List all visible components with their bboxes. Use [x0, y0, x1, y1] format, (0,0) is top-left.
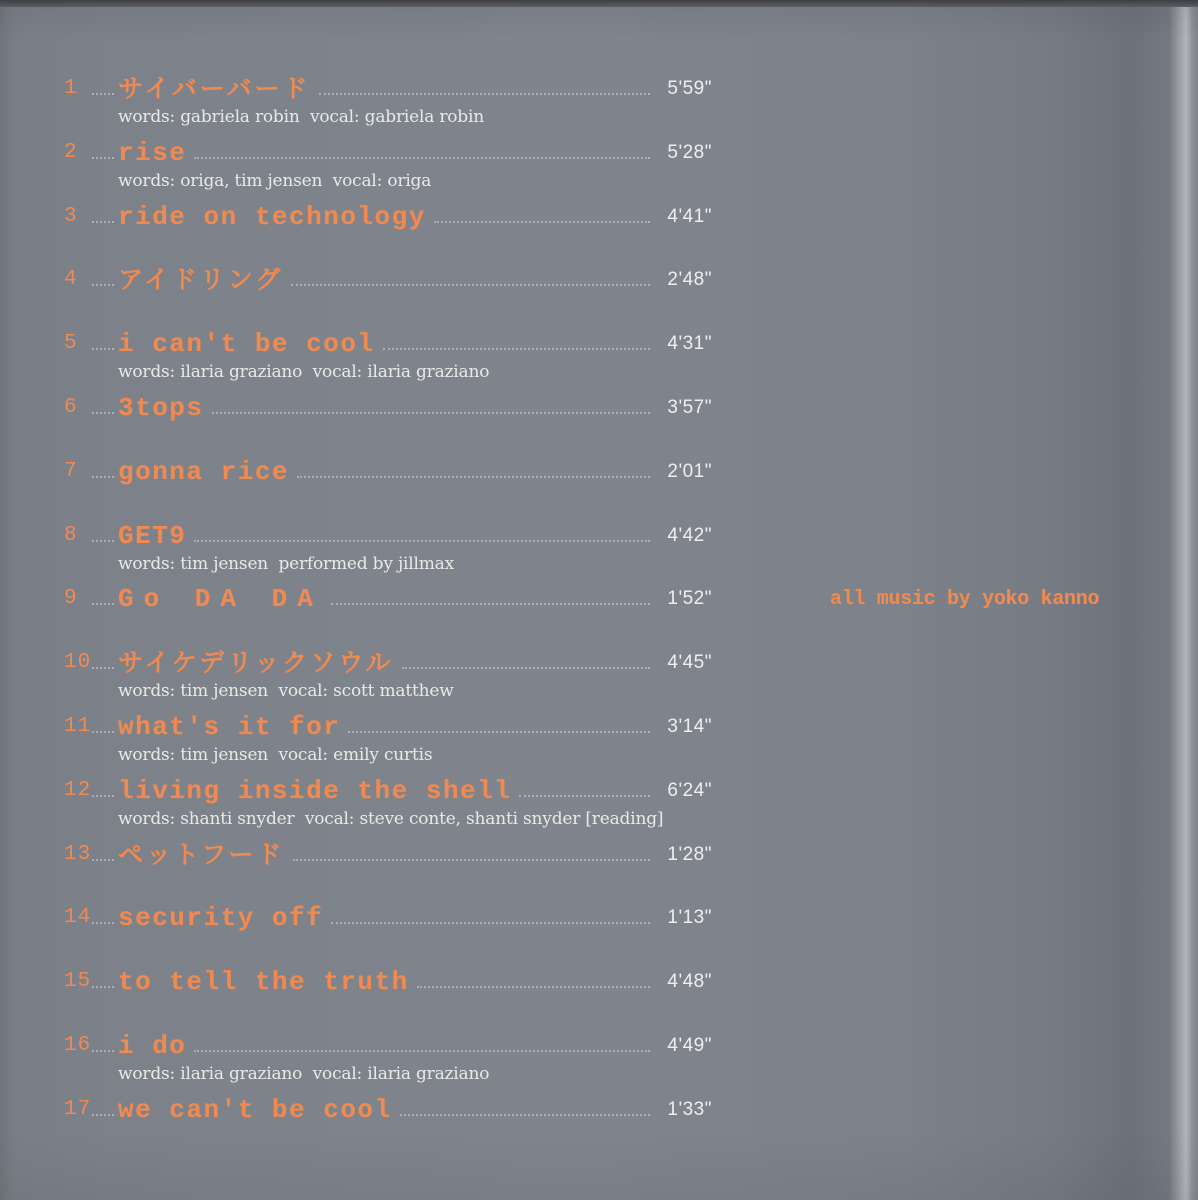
leader-dots [194, 1050, 650, 1052]
leader-dots [402, 667, 650, 669]
tracklist [64, 74, 712, 1159]
track-title: サイケデリックソウル [118, 648, 394, 678]
leader-dots [331, 922, 650, 924]
track-title: i can't be cool [118, 329, 375, 360]
track-duration: 1'33" [667, 1098, 712, 1120]
leader-dots [293, 859, 650, 861]
leader-dots [92, 922, 114, 924]
leader-dots [400, 1114, 650, 1116]
track-credits: words: shanti snyder vocal: steve conte, shanti snyder [reading] [118, 808, 664, 829]
track-line [64, 776, 712, 806]
leader-dots [348, 731, 650, 733]
track-line [64, 712, 712, 742]
track-duration: 4'45" [667, 652, 712, 674]
track-number: 17 [64, 1097, 92, 1121]
track-duration: 3'57" [667, 396, 712, 418]
track-title: Go DA DA [118, 584, 323, 615]
track-line [64, 648, 712, 678]
track-line [64, 903, 712, 933]
leader-dots [383, 348, 650, 350]
track-credits: words: ilaria graziano vocal: ilaria graziano [118, 362, 490, 383]
track-row [64, 521, 712, 585]
track-title: GET9 [118, 520, 187, 551]
track-duration: 4'42" [667, 524, 712, 546]
track-row [64, 903, 712, 967]
track-row [64, 1095, 712, 1159]
leader-dots [92, 603, 114, 605]
track-row [64, 776, 712, 840]
track-line [64, 457, 712, 487]
leader-dots [92, 859, 114, 861]
leader-dots [92, 1114, 114, 1116]
track-line [64, 840, 712, 870]
track-credits: words: origa, tim jensen vocal: origa [118, 170, 432, 191]
track-number: 1 [64, 77, 78, 100]
track-row [64, 138, 712, 202]
track-title: 3tops [118, 392, 204, 423]
track-line [64, 74, 712, 104]
track-row [64, 202, 712, 266]
track-title: living inside the shell [118, 775, 512, 806]
track-row [64, 840, 712, 904]
leader-dots [92, 986, 114, 988]
track-row [64, 74, 712, 138]
track-number: 13 [64, 842, 92, 866]
track-credits: words: gabriela robin vocal: gabriela robin [118, 107, 484, 127]
track-title: ride on technology [118, 201, 426, 232]
leader-dots [92, 284, 114, 286]
track-title: i do [118, 1030, 187, 1061]
track-duration: 5'59" [667, 78, 712, 99]
leader-dots [319, 93, 650, 95]
track-row [64, 648, 712, 712]
leader-dots [434, 221, 650, 223]
leader-dots [92, 667, 114, 669]
leader-dots [331, 603, 650, 605]
track-line [64, 1031, 712, 1061]
track-number: 9 [64, 587, 78, 611]
leader-dots [92, 221, 114, 223]
leader-dots [212, 412, 650, 414]
track-title: we can't be cool [118, 1094, 392, 1125]
leader-dots [92, 348, 114, 350]
track-row [64, 457, 712, 521]
track-number: 11 [64, 714, 92, 738]
leader-dots [194, 157, 650, 159]
leader-dots [291, 284, 650, 286]
track-title: ペットフード [118, 839, 285, 869]
track-row [64, 967, 712, 1031]
leader-dots [92, 157, 114, 159]
track-number: 14 [64, 906, 92, 930]
track-number: 2 [64, 140, 78, 164]
track-title: to tell the truth [118, 967, 409, 998]
leader-dots [92, 795, 114, 797]
track-number: 10 [64, 651, 92, 675]
track-title: security off [118, 903, 324, 934]
track-duration: 1'13" [667, 907, 712, 929]
track-title: what's it for [118, 711, 341, 742]
leader-dots [92, 731, 114, 733]
track-row [64, 265, 712, 329]
track-line [64, 521, 712, 551]
leader-dots [194, 540, 650, 542]
track-row [64, 584, 712, 648]
track-duration: 4'48" [667, 971, 712, 993]
leader-dots [92, 412, 114, 414]
track-number: 4 [64, 268, 78, 292]
track-number: 6 [64, 395, 78, 419]
track-duration: 3'14" [667, 715, 712, 737]
track-duration: 4'49" [667, 1034, 712, 1056]
track-credits: words: tim jensen performed by jillmax [118, 553, 454, 574]
track-number: 7 [64, 459, 78, 483]
track-duration: 1'28" [667, 843, 712, 865]
track-credits: words: ilaria graziano vocal: ilaria graziano [118, 1063, 490, 1084]
track-title: rise [118, 137, 187, 168]
track-line [64, 138, 712, 168]
track-duration: 5'28" [667, 141, 712, 163]
track-line [64, 967, 712, 997]
track-title: gonna rice [118, 456, 290, 487]
track-title: アイドリング [118, 265, 284, 295]
leader-dots [92, 540, 114, 542]
track-duration: 6'24" [667, 779, 712, 801]
track-credits: words: tim jensen vocal: emily curtis [118, 744, 433, 765]
track-number: 3 [64, 204, 78, 228]
music-credit-note: all music by yoko kanno [830, 588, 1100, 611]
track-line [64, 265, 712, 295]
track-duration: 2'01" [667, 460, 712, 482]
leader-dots [92, 1050, 114, 1052]
leader-dots [417, 986, 650, 988]
track-row [64, 1031, 712, 1095]
scan-top-edge [0, 0, 1198, 7]
track-title: サイバーバード [118, 74, 311, 103]
track-duration: 1'52" [667, 588, 712, 610]
leader-dots [297, 476, 650, 478]
track-number: 15 [64, 970, 92, 994]
track-duration: 4'41" [667, 205, 712, 227]
track-number: 5 [64, 332, 78, 356]
leader-dots [92, 93, 114, 95]
track-line [64, 202, 712, 232]
track-row [64, 712, 712, 776]
track-line [64, 1095, 712, 1125]
track-row [64, 329, 712, 393]
track-line [64, 329, 712, 359]
track-duration: 4'31" [667, 333, 712, 355]
leader-dots [92, 476, 114, 478]
track-number: 16 [64, 1033, 92, 1057]
track-line [64, 393, 712, 423]
leader-dots [519, 795, 650, 797]
track-credits: words: tim jensen vocal: scott matthew [118, 681, 454, 702]
track-number: 8 [64, 523, 78, 547]
track-row [64, 393, 712, 457]
track-line [64, 584, 712, 614]
track-duration: 2'48" [667, 269, 712, 291]
track-number: 12 [64, 778, 92, 802]
